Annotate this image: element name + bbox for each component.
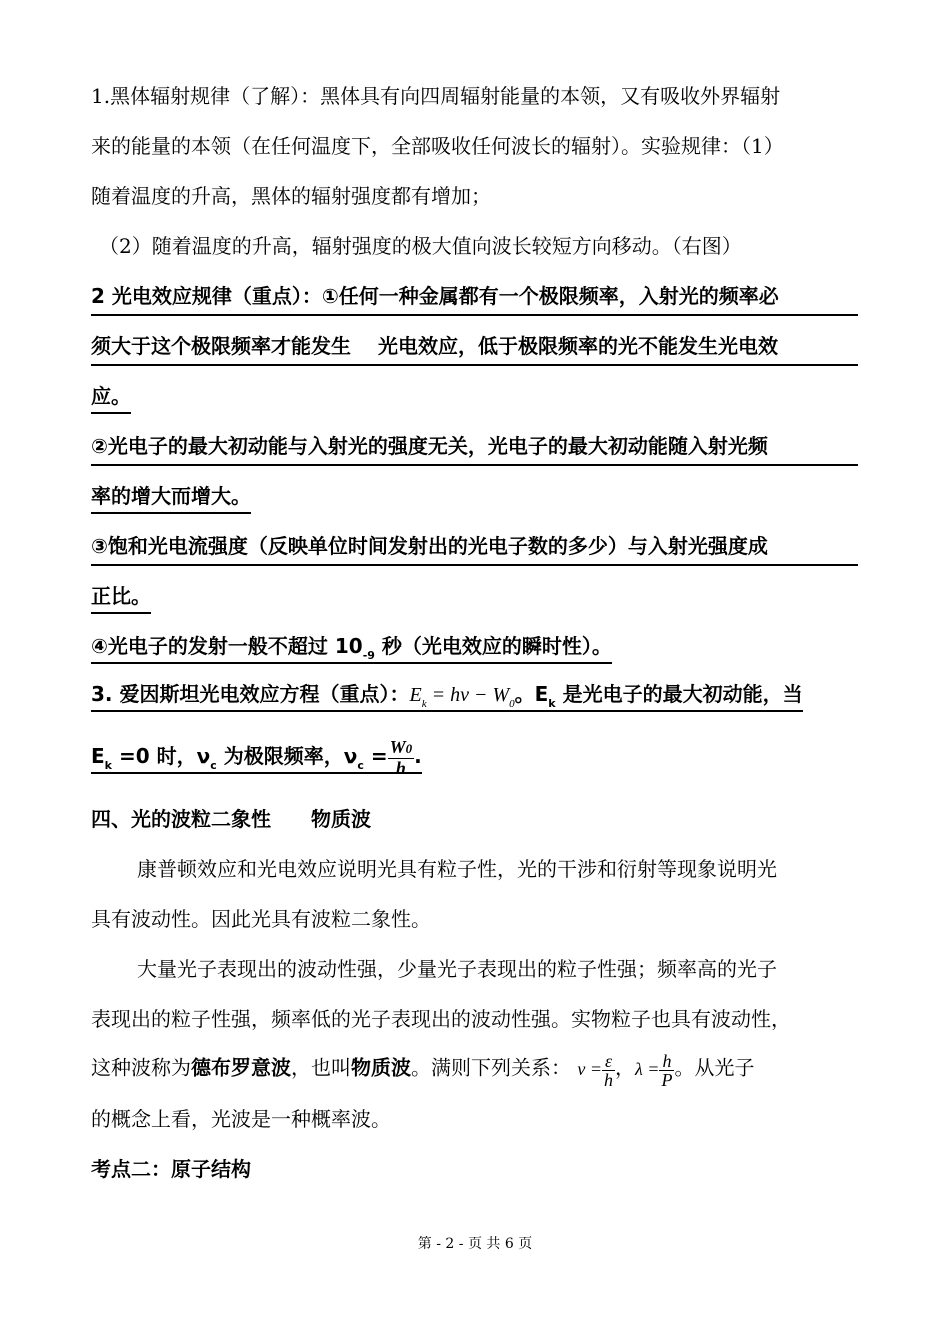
paragraph-line: 康普顿效应和光电效应说明光具有粒子性，光的干涉和衍射等现象说明光 [137, 857, 777, 881]
paragraph-line: 具有波动性。因此光具有波粒二象性。 [91, 907, 431, 931]
fraction-w0-over-h: $\frac{W0}{h}$ [389, 737, 413, 778]
bold-line: 正比。 [91, 582, 151, 610]
bold-line: ④光电子的发射一般不超过 $10_{-9}$ 秒（光电效应的瞬时性）。 [91, 634, 612, 662]
section-heading: 四、光的波粒二象性 物质波 [91, 807, 371, 831]
bold-line: 2 光电效应规律（重点）：①任何一种金属都有一个极限频率，入射光的频率必 [91, 282, 858, 316]
paragraph-line: （2）随着温度的升高，辐射强度的极大值向波长较短方向移动。（右图） [99, 234, 742, 258]
bold-line: 应。 [91, 382, 131, 410]
frequency-relation: ν = $\frac{\varepsilon}{h}$ [577, 1051, 613, 1090]
paragraph-line: 大量光子表现出的波动性强，少量光子表现出的粒子性强；频率高的光子 [137, 957, 777, 981]
paragraph-line: 来的能量的本领（在任何温度下，全部吸收任何波长的辐射）。实验规律：（1） [91, 134, 784, 158]
wavelength-relation: λ = $\frac{h}{P}$ [635, 1051, 673, 1090]
bold-line: $E_k =0$ 时，$\nu_c$ 为极限频率，$\nu_c$ = $\frac{W0}{h}$ . [91, 737, 422, 778]
bold-line: 率的增大而增大。 [91, 482, 251, 510]
einstein-equation: $E_k = h\nu - W_0$ [409, 684, 515, 710]
paragraph-line: 这种波称为德布罗意波，也叫物质波。满则下列关系： ν = $\frac{\varepsilon}{h}$ ，λ = $\frac{h}{P}$ 。从光子 [91, 1051, 755, 1090]
paragraph-line: 随着温度的升高，黑体的辐射强度都有增加； [91, 184, 491, 208]
exponent: -9 [362, 649, 375, 662]
bold-line: 须大于这个极限频率才能发生 光电效应，低于极限频率的光不能发生光电效 [91, 332, 858, 366]
de-broglie-wave-term: 德布罗意波 [191, 1055, 291, 1080]
paragraph-line: 表现出的粒子性强，频率低的光子表现出的波动性强。实物粒子也具有波动性， [91, 1007, 791, 1031]
paragraph-line: 的概念上看，光波是一种概率波。 [91, 1107, 391, 1131]
paragraph-line: 1.黑体辐射规律（了解）：黑体具有向四周辐射能量的本领，又有吸收外界辐射 [91, 84, 781, 108]
bold-line: 3. 爱因斯坦光电效应方程（重点）：$E_k = h\nu - W_0$。$E_k$ 是光电子的最大初动能，当 [91, 682, 803, 710]
matter-wave-term: 物质波 [351, 1055, 411, 1080]
bold-line: ②光电子的最大初动能与入射光的强度无关，光电子的最大初动能随入射光频 [91, 432, 858, 466]
page-footer: 第 - 2 - 页 共 6 页 [417, 1236, 533, 1252]
bold-line: ③饱和光电流强度（反映单位时间发射出的光电子数的多少）与入射光强度成 [91, 532, 858, 566]
section-heading: 考点二：原子结构 [91, 1157, 251, 1181]
